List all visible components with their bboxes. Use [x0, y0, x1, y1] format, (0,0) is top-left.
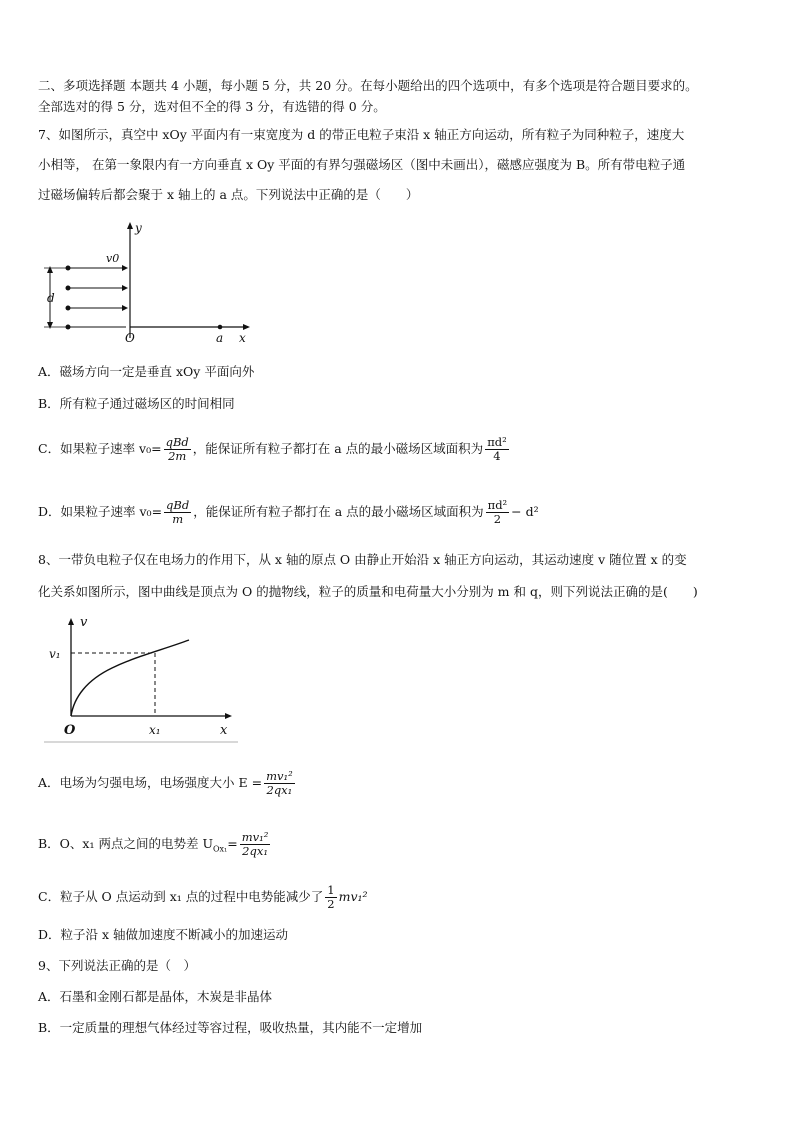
q8-label-v: v — [80, 615, 88, 630]
q7-figure — [38, 218, 258, 348]
q9-option-a: A．石墨和金刚石都是晶体，木炭是非晶体 — [38, 989, 273, 1004]
q8-label-x1: x₁ — [149, 723, 161, 737]
q7-label-v0: v0 — [106, 252, 120, 265]
q7-option-c-middle: ，能保证所有粒子都打在 a 点的最小磁场区域面积为 — [192, 441, 484, 456]
q7-option-d-tail: − d² — [511, 504, 539, 519]
q7-stem-line1: 7、如图所示，真空中 xOy 平面内有一束宽度为 d 的带正电粒子束沿 x 轴正方向运动，所有粒子为同种粒子，速度大 — [38, 127, 685, 142]
q8-option-b-prefix: B．O、x₁ 两点之间的电势差 U — [38, 836, 213, 851]
q7-option-d-area-fraction: $\frac{\text{πd²}}{2}$ — [487, 498, 508, 526]
section-heading-line1: 二、多项选择题 本题共 4 小题，每小题 5 分，共 20 分。在每小题给出的四个选项中，有多个选项是符合题目要求的。 — [38, 78, 698, 93]
q8-label-x: x — [220, 723, 228, 738]
q8-option-c-tail: mv₁² — [338, 889, 368, 904]
q8-option-a-fraction: $\frac{\text{mv₁²}}{\text{2qx₁}}$ — [266, 769, 293, 797]
q7-option-a: A．磁场方向一定是垂直 xOy 平面向外 — [38, 364, 255, 379]
q8-option-c-prefix: C．粒子从 O 点运动到 x₁ 点的过程中电势能减少了 — [38, 889, 324, 904]
q7-option-c-area-fraction: $\frac{\text{πd²}}{4}$ — [487, 435, 507, 463]
q8-stem-line1: 8、一带负电粒子仅在电场力的作用下，从 x 轴的原点 O 由静止开始沿 x 轴正方向运动，其运动速度 v 随位置 x 的变 — [38, 552, 687, 567]
q7-label-origin: O — [125, 331, 135, 345]
q8-option-b-fraction: $\frac{\text{mv₁²}}{\text{2qx₁}}$ — [241, 830, 269, 858]
q8-curve — [71, 640, 189, 716]
q7-option-d-speed-fraction: $\frac{\text{qBd}}{m}$ — [166, 498, 190, 526]
q7-option-b: B．所有粒子通过磁场区的时间相同 — [38, 396, 235, 411]
q8-label-origin: O — [64, 723, 76, 738]
q8-option-b — [38, 827, 272, 867]
q7-particle-beams — [66, 265, 129, 330]
q7-label-x: x — [239, 331, 246, 345]
q8-option-b-subscript: Ox₁ — [212, 844, 228, 854]
q7-label-y: y — [135, 221, 142, 235]
q9-option-b: B．一定质量的理想气体经过等容过程，吸收热量，其内能不一定增加 — [38, 1020, 423, 1035]
q7-option-c-prefix: C．如果粒子速率 v₀= — [38, 441, 162, 456]
q7-option-c-speed-fraction: $\frac{\text{qBd}}{2m}$ — [165, 435, 189, 463]
q7-option-d — [38, 495, 539, 529]
q7-stem-line2: 小相等， 在第一象限内有一方向垂直 x Oy 平面的有界匀强磁场区（图中未画出），磁感应强度为 B。所有带电粒子通 — [38, 157, 686, 172]
q8-option-b-equals: = — [227, 836, 238, 851]
q8-figure — [42, 612, 242, 744]
q8-option-a — [38, 766, 297, 800]
q7-stem-line3: 过磁场偏转后都会聚于 x 轴上的 a 点。下列说法中正确的是（ ） — [38, 187, 419, 202]
q8-option-c — [38, 880, 368, 914]
q8-option-a-prefix: A．电场为匀强电场，电场强度大小 E = — [38, 775, 263, 790]
q7-option-d-middle: ，能保证所有粒子都打在 a 点的最小磁场区域面积为 — [193, 504, 484, 519]
q9-stem: 9、下列说法正确的是（ ） — [38, 958, 196, 973]
section-heading-line2: 全部选对的得 5 分，选对但不全的得 3 分，有选错的得 0 分。 — [38, 99, 386, 114]
q8-stem-line2: 化关系如图所示，图中曲线是顶点为 O 的抛物线，粒子的质量和电荷量大小分别为 m 和 q，则下列说法正确的是( ) — [38, 584, 698, 599]
q7-point-a — [218, 325, 223, 330]
q8-option-c-fraction: $\frac{1}{2}$ — [327, 883, 335, 911]
q8-option-d: D．粒子沿 x 轴做加速度不断减小的加速运动 — [38, 927, 289, 942]
q7-x-arrow — [243, 324, 250, 330]
q7-y-arrow — [127, 222, 133, 229]
q7-label-a: a — [216, 331, 224, 345]
q7-option-d-prefix: D．如果粒子速率 v₀= — [38, 504, 163, 519]
q7-label-d: d — [47, 291, 55, 305]
q7-option-c — [38, 432, 511, 466]
q8-label-v1: v₁ — [49, 647, 61, 661]
